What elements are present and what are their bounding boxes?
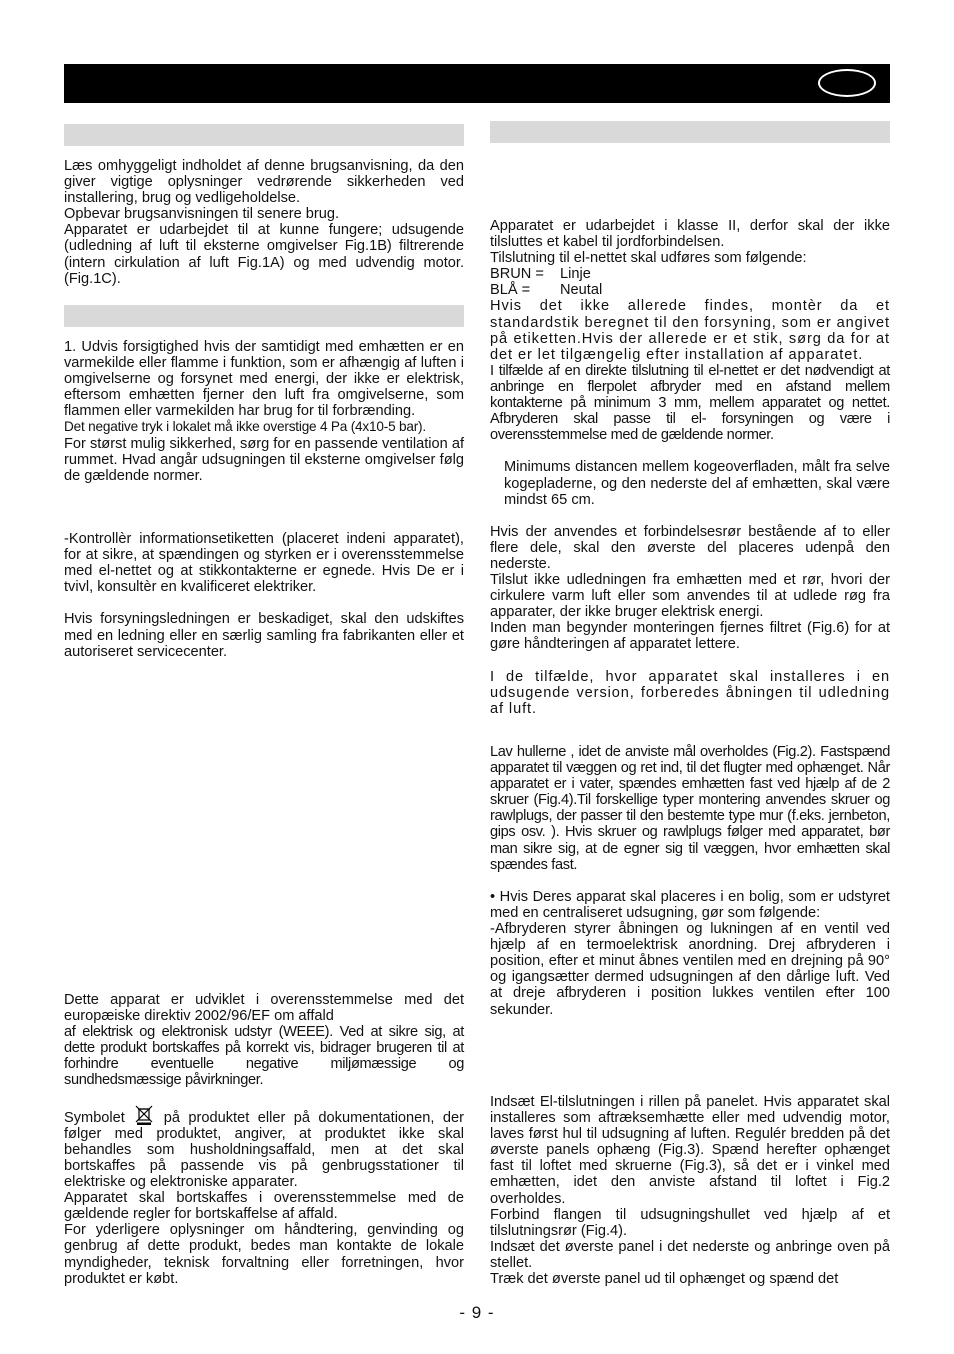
weee-paragraph: For yderligere oplysninger om håndtering, genvinding og genbrug af dette produkt, bedes man kontakte de lokale myndigheder, teknisk forvaltning eller forretningen, hvor produktet er købt. (64, 1222, 464, 1287)
weee-symbol-paragraph (64, 1105, 464, 1190)
safety-paragraph: For størst mulig sikkerhed, sørg for en passende ventilation af rummet. Hvad angår udsugningen til eksterne omgivelser følg de gældende normer. (64, 435, 464, 484)
left-electrical (64, 531, 464, 660)
intro-paragraph: Læs omhyggeligt indholdet af denne brugsanvisning, da den giver vigtige oplysninger vedrørende sikkerheden ved installering, brug og vedligeholdelse. (64, 158, 464, 207)
weee-paragraph: af elektrisk og elektronisk udstyr (WEEE). Ved at sikre sig, at dette produkt bortskaffes på korrekt vis, bidrager brugeren til at forhindre eventuelle negative miljømæssige og sundhedsmæssige påvirkninger. (64, 1024, 464, 1089)
control-paragraph: -Kontrollèr informationsetiketten (placeret indeni apparatet), for at sikre, at spændingen og styrken er i overensstemmelse med el-nettet og at stikkontakterne er egnede. Hvis De er i tvivl, konsultèr en kvalificeret elektriker. (64, 531, 464, 596)
section-bar-left-1 (64, 124, 464, 146)
class2-paragraph: Apparatet er udarbejdet i klasse II, derfor skal der ikke tilsluttes et kabel til jordforbindelsen. (490, 218, 890, 251)
install-paragraph: Indsæt det øverste panel i det nederste og anbringe oven på stellet. (490, 1238, 890, 1271)
weee-paragraph: Dette apparat er udviklet i overensstemmelse med det europæiske direktiv 2002/96/EF om affald (64, 992, 464, 1025)
section-bar-left-2 (64, 305, 464, 327)
wire-blue (490, 282, 890, 298)
left-safety (64, 339, 464, 484)
install-paragraph: Indsæt El-tilslutningen i rillen på panelet. Hvis apparatet skal installeres som aftræksemhætte eller med udvendig motor, laves først hul til udsugning af luften. Regulér bredden på det øverste panels ophæng (Fig.3). Spænd herefter ophænget fast til loftet med skruerne (Fig.3), så det er i vinkel med emhætten, idet den anviste afstand til loftet i Fig.2 overholdes. (490, 1094, 890, 1207)
right-installation (490, 1094, 890, 1287)
intro-paragraph: Apparatet er udarbejdet til at kunne fungere; udsugende (udledning af luft til eksterne omgivelser Fig.1B) filtrerende (intern cirkulation af luft Fig.1A) og med udvendig motor. (Fig.1C). (64, 222, 464, 287)
page-number: - 9 - (459, 1303, 495, 1322)
central-paragraph: • Hvis Deres apparat skal placeres i en bolig, som er udstyret med en centraliseret udsugning, gør som følgende: (490, 888, 890, 921)
intro-paragraph: Opbevar brugsanvisningen til senere brug. (64, 206, 340, 223)
direct-paragraph: I tilfælde af en direkte tilslutning til el-nettet er det nødvendigt at anbringe en flerpolet afbryder med en afstand mellem kontakterne på minimum 3 mm, mellem apparatet og nettet. Afbryderen skal passe til el- forsyningen og være i overensstemmelse med de gældende normer. (490, 362, 890, 444)
safety-pressure: Det negative tryk i lokalet må ikke overstige 4 Pa (4x10-5 bar). (64, 419, 426, 435)
wire-brown-key: BRUN = (490, 266, 544, 283)
install-paragraph: Forbind flangen til udsugningshullet ved hjælp af et tilslutningsrør (Fig.4). (490, 1206, 890, 1239)
language-badge (818, 69, 876, 97)
wire-blue-value: Neutal (560, 282, 603, 299)
opening-paragraph: I de tilfælde, hvor apparatet skal installeres i en udsugende version, forberedes åbningen til udledning af luft. (490, 668, 890, 717)
wire-blue-key: BLÅ = (490, 282, 531, 299)
plug-paragraph: Hvis det ikke allerede findes, montèr da et standardstik beregnet til den forsyning, som er angivet på etiketten.Hvis der allerede er et stik, sørg da for at det er let tilgængelig efter installation af apparatet. (490, 298, 890, 363)
section-bar-right-1 (490, 121, 890, 143)
install-paragraph: Træk det øverste panel ud til ophænget og spænd det (490, 1271, 839, 1288)
right-mounting (490, 744, 890, 1018)
left-intro (64, 158, 464, 287)
crossed-bin-icon (135, 1105, 153, 1125)
cable-paragraph: Hvis forsyningsledningen er beskadiget, skal den udskiftes med en ledning eller en særlig samling fra fabrikanten eller et autoriseret servicecenter. (64, 611, 464, 660)
right-electrical (490, 218, 890, 717)
connect-paragraph: Tilslutning til el-nettet skal udføres som følgende: (490, 250, 807, 267)
wire-brown (490, 266, 890, 282)
holes-paragraph: Lav hullerne , idet de anviste mål overholdes (Fig.2). Fastspænd apparatet til væggen og ret ind, til det flugter med ophænget. Når apparatet er i vater, spændes emhætten fast ved hjælp af de 2 skruer (Fig.4).Til forskellige typer montering anvendes skruer og rawlplugs, der passer til den bestemte type mur (f.eks. jernbeton, gips osv. ). Hvis skruer og rawlplugs følger med apparatet, bør man sikre sig, at de egner sig til væggen, hvor emhætten skal spændes fast. (490, 744, 890, 873)
pipe-paragraph: Inden man begynder monteringen fjernes filtret (Fig.6) for at gøre håndteringen af apparatet lettere. (490, 620, 890, 653)
weee-paragraph: Apparatet skal bortskaffes i overensstemmelse med de gældende regler for bortskaffelse af affald. (64, 1190, 464, 1223)
distance-paragraph: Minimums distancen mellem kogeoverfladen, målt fra selve kogepladerne, og den nederste del af emhætten, skal være mindst 65 cm. (504, 459, 890, 508)
header-bar (64, 64, 890, 103)
left-weee (64, 992, 464, 1287)
pipe-paragraph: Tilslut ikke udledningen fra emhætten med et rør, hvori der cirkulere varm luft eller som anvendes til at udlede røg fra apparater, der ikke bruger elektrisk energi. (490, 572, 890, 621)
weee-symbol-before: Symbolet (64, 1109, 125, 1126)
switch-paragraph: -Afbryderen styrer åbningen og lukningen af en ventil ved hjælp af en termoelektrisk anordning. Drej afbryderen i position, efter et minut åbnes ventilen med en drejning på 90° og igangsætter dermed udsugningen af den dårlige luft. Ved at dreje afbryderen i position lukkes ventilen efter 100 sekunder. (490, 921, 890, 1018)
safety-paragraph: 1. Udvis forsigtighed hvis der samtidigt med emhætten er en varmekilde eller flamme i funktion, som er afhængig af luften i omgivelserne og forsynet med energi, der ikke er elektrisk, eftersom emhætten fjerner den luft fra omgivelserne, som flammen eller varmekilden har brug for til forbrænding. (64, 339, 464, 420)
wire-brown-value: Linje (560, 266, 591, 283)
pipe-paragraph: Hvis der anvendes et forbindelsesrør bestående af to eller flere dele, skal den øverste del placeres udenpå den nederste. (490, 523, 890, 572)
weee-symbol-after: på produktet eller på dokumentationen, der følger med produktet, angiver, at produktet ikke skal behandles som husholdningsaffald, men at det skal bortskaffes på passende vis på genbrugsstationer til elektriske og elektroniske apparater. (64, 1109, 464, 1191)
